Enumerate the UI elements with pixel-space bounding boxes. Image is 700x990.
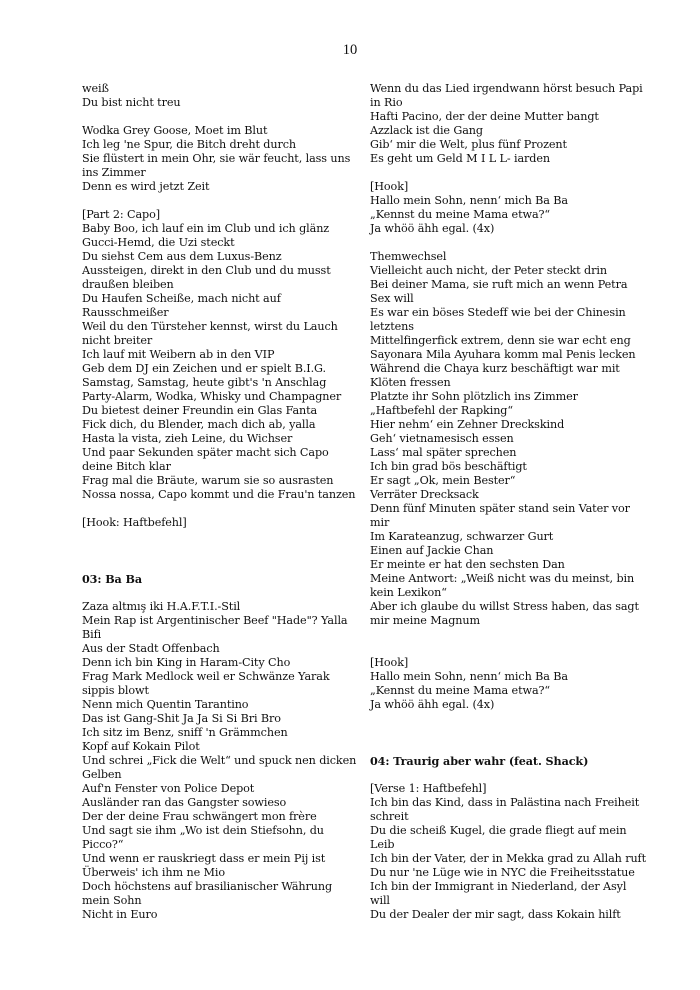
lyric-line: Sex will <box>370 292 414 305</box>
lyric-line: Ich sitz im Benz, sniff 'n Grämmchen <box>82 726 288 739</box>
lyric-line: mir meine Magnum <box>370 614 480 627</box>
lyric-line: Bifi <box>82 628 102 641</box>
song-heading: 04: Traurig aber wahr (feat. Shack) <box>370 754 589 768</box>
blank-line <box>370 712 642 726</box>
lyric-line: Frag mal die Bräute, warum sie so ausrasten <box>82 474 334 487</box>
lyric-line: Rausschmeißer <box>82 306 169 319</box>
lyric-line: „Kennst du meine Mama etwa?“ <box>370 684 551 697</box>
lyric-line: Hier nehm‘ ein Zehner Dreckskind <box>370 418 565 431</box>
lyric-line: Ja whöö ähh egal. (4x) <box>370 222 495 235</box>
lyric-line: ins Zimmer <box>82 166 146 179</box>
lyric-line: Kopf auf Kokain Pilot <box>82 740 200 753</box>
lyric-line: Aber ich glaube du willst Stress haben, das sagt <box>370 600 639 613</box>
lyric-line: Denn fünf Minuten später stand sein Vater vor <box>370 502 630 515</box>
lyric-line: Azzlack ist die Gang <box>370 124 483 137</box>
lyric-line: Das ist Gang-Shit Ja Ja Si Si Bri Bro <box>82 712 281 725</box>
lyric-line: mir <box>370 516 390 529</box>
lyric-line: Ich bin der Vater, der in Mekka grad zu Allah ruft <box>370 852 646 865</box>
lyric-line: Der der deine Frau schwängert mon frère <box>82 810 317 823</box>
lyric-line: Und schrei „Fick die Welt“ und spuck nen dicken <box>82 754 357 767</box>
lyric-line: Du bist nicht treu <box>82 96 181 109</box>
lyric-line: Ich leg 'ne Spur, die Bitch dreht durch <box>82 138 296 151</box>
lyric-line: Meine Antwort: „Weiß nicht was du meinst, bin <box>370 572 635 585</box>
lyric-line: Du der Dealer der mir sagt, dass Kokain hilft <box>370 908 621 921</box>
lyric-line: Wenn du das Lied irgendwann hörst besuch Papi <box>370 82 643 95</box>
blank-line <box>82 558 354 572</box>
blank-line <box>370 166 642 180</box>
lyric-line: Gucci-Hemd, die Uzi steckt <box>82 236 235 249</box>
blank-line <box>370 642 642 656</box>
right-text-column <box>370 82 646 922</box>
blank-line <box>82 194 354 208</box>
lyric-line: nicht breiter <box>82 334 153 347</box>
lyric-line: Baby Boo, ich lauf ein im Club und ich glänz <box>82 222 330 235</box>
lyric-line: Geb dem DJ ein Zeichen und er spielt B.I.G. <box>82 362 326 375</box>
lyric-line: Wodka Grey Goose, Moet im Blut <box>82 124 268 137</box>
lyric-line: Aussteigen, direkt in den Club und du musst <box>82 264 331 277</box>
lyric-line: draußen bleiben <box>82 278 174 291</box>
lyric-line: Fick dich, du Blender, mach dich ab, yalla <box>82 418 316 431</box>
lyric-line: Samstag, Samstag, heute gibt's 'n Anschlag <box>82 376 327 389</box>
lyric-line: Ich bin das Kind, dass in Palästina nach Freiheit <box>370 796 640 809</box>
lyric-line: schreit <box>370 810 409 823</box>
lyric-line: Du siehst Cem aus dem Luxus-Benz <box>82 250 282 263</box>
blank-line <box>82 502 354 516</box>
lyric-line: Er sagt „Ok, mein Bester“ <box>370 474 516 487</box>
lyric-line: Geh‘ vietnamesisch essen <box>370 432 514 445</box>
lyric-line: in Rio <box>370 96 403 109</box>
blank-line <box>82 110 354 124</box>
lyric-line: Du Haufen Scheiße, mach nicht auf <box>82 292 281 305</box>
blank-line <box>82 544 354 558</box>
lyric-line: Nicht in Euro <box>82 908 158 921</box>
blank-line <box>370 236 642 250</box>
lyric-line: Und paar Sekunden später macht sich Capo <box>82 446 329 459</box>
lyric-line: Du nur 'ne Lüge wie in NYC die Freiheitsstatue <box>370 866 635 879</box>
lyric-line: Platzte ihr Sohn plötzlich ins Zimmer <box>370 390 578 403</box>
lyric-line: Während die Chaya kurz beschäftigt war mit <box>370 362 620 375</box>
blank-line <box>370 740 642 754</box>
lyric-line: Vielleicht auch nicht, der Peter steckt drin <box>370 264 607 277</box>
lyric-line: Im Karateanzug, schwarzer Gurt <box>370 530 554 543</box>
lyric-line: Nenn mich Quentin Tarantino <box>82 698 249 711</box>
lyric-line: Denn ich bin King in Haram-City Cho <box>82 656 291 669</box>
lyric-line: will <box>370 894 390 907</box>
page-number: 10 <box>342 42 358 58</box>
lyric-line: kein Lexikon“ <box>370 586 447 599</box>
lyric-line: Doch höchstens auf brasilianischer Währung <box>82 880 333 893</box>
lyric-line: Themwechsel <box>370 250 447 263</box>
lyric-line: Aus der Stadt Offenbach <box>82 642 220 655</box>
lyric-line: Party-Alarm, Wodka, Whisky und Champagner <box>82 390 342 403</box>
lyric-line: Gib‘ mir die Welt, plus fünf Prozent <box>370 138 567 151</box>
lyric-line: [Part 2: Capo] <box>82 208 160 221</box>
lyric-line: Auf'n Fenster von Police Depot <box>82 782 255 795</box>
lyric-line: Es war ein böses Stedeff wie bei der Chinesin <box>370 306 626 319</box>
lyric-line: „Haftbefehl der Rapking“ <box>370 404 513 417</box>
lyric-line: Ich lauf mit Weibern ab in den VIP <box>82 348 275 361</box>
lyric-line: sippis blowt <box>82 684 149 697</box>
lyric-line: Hallo mein Sohn, nenn‘ mich Ba Ba <box>370 670 568 683</box>
lyric-line: Zaza altmış iki H.A.F.T.I.-Stil <box>82 600 241 613</box>
lyric-line: Nossa nossa, Capo kommt und die Frau'n tanzen <box>82 488 356 501</box>
lyric-line: [Hook] <box>370 656 409 669</box>
lyric-line: Bei deiner Mama, sie ruft mich an wenn Petra <box>370 278 628 291</box>
blank-line <box>82 586 354 600</box>
lyric-line: mein Sohn <box>82 894 142 907</box>
lyric-line: Er meinte er hat den sechsten Dan <box>370 558 565 571</box>
lyric-line: Hasta la vista, zieh Leine, du Wichser <box>82 432 293 445</box>
lyric-line: Überweis' ich ihm ne Mio <box>82 866 226 879</box>
lyric-line: Weil du den Türsteher kennst, wirst du Lauch <box>82 320 338 333</box>
lyric-line: Picco?“ <box>82 838 124 851</box>
lyric-line: letztens <box>370 320 414 333</box>
lyric-line: Es geht um Geld M I L L- iarden <box>370 152 550 165</box>
lyric-line: weiß <box>82 82 109 95</box>
lyric-line: Klöten fressen <box>370 376 451 389</box>
lyric-line: Und wenn er rauskriegt dass er mein Pij ist <box>82 852 326 865</box>
lyric-line: Ich bin grad bös beschäftigt <box>370 460 527 473</box>
blank-line <box>370 628 642 642</box>
lyric-line: Ja whöö ähh egal. (4x) <box>370 698 495 711</box>
lyric-line: Hallo mein Sohn, nenn‘ mich Ba Ba <box>370 194 568 207</box>
lyric-line: Hafti Pacino, der der deine Mutter bangt <box>370 110 599 123</box>
lyric-line: Sayonara Mila Ayuhara komm mal Penis lecken <box>370 348 636 361</box>
lyric-line: Verräter Drecksack <box>370 488 479 501</box>
left-text-column <box>82 82 357 922</box>
lyric-line: [Hook: Haftbefehl] <box>82 516 187 529</box>
blank-line <box>82 530 354 544</box>
lyric-line: Lass‘ mal später sprechen <box>370 446 517 459</box>
lyric-line: Mittelfingerfick extrem, denn sie war echt eng <box>370 334 631 347</box>
blank-line <box>370 726 642 740</box>
lyric-line: Gelben <box>82 768 122 781</box>
lyric-line: Du die scheiß Kugel, die grade fliegt auf mein <box>370 824 627 837</box>
lyric-line: Leib <box>370 838 395 851</box>
lyric-line: Und sagt sie ihm „Wo ist dein Stiefsohn, du <box>82 824 324 837</box>
lyric-line: „Kennst du meine Mama etwa?“ <box>370 208 551 221</box>
lyric-line: deine Bitch klar <box>82 460 171 473</box>
lyric-line: Denn es wird jetzt Zeit <box>82 180 210 193</box>
lyric-line: Frag Mark Medlock weil er Schwänze Yarak <box>82 670 330 683</box>
lyric-line: Ich bin der Immigrant in Niederland, der Asyl <box>370 880 627 893</box>
blank-line <box>370 768 642 782</box>
lyric-line: Sie flüstert in mein Ohr, sie wär feucht, lass uns <box>82 152 351 165</box>
lyric-line: [Hook] <box>370 180 409 193</box>
lyric-line: Mein Rap ist Argentinischer Beef "Hade"? Yalla <box>82 614 348 627</box>
lyric-line: Einen auf Jackie Chan <box>370 544 494 557</box>
song-heading: 03: Ba Ba <box>82 572 142 586</box>
lyric-line: Du bietest deiner Freundin ein Glas Fanta <box>82 404 318 417</box>
lyric-line: Ausländer ran das Gangster sowieso <box>82 796 287 809</box>
lyric-line: [Verse 1: Haftbefehl] <box>370 782 487 795</box>
